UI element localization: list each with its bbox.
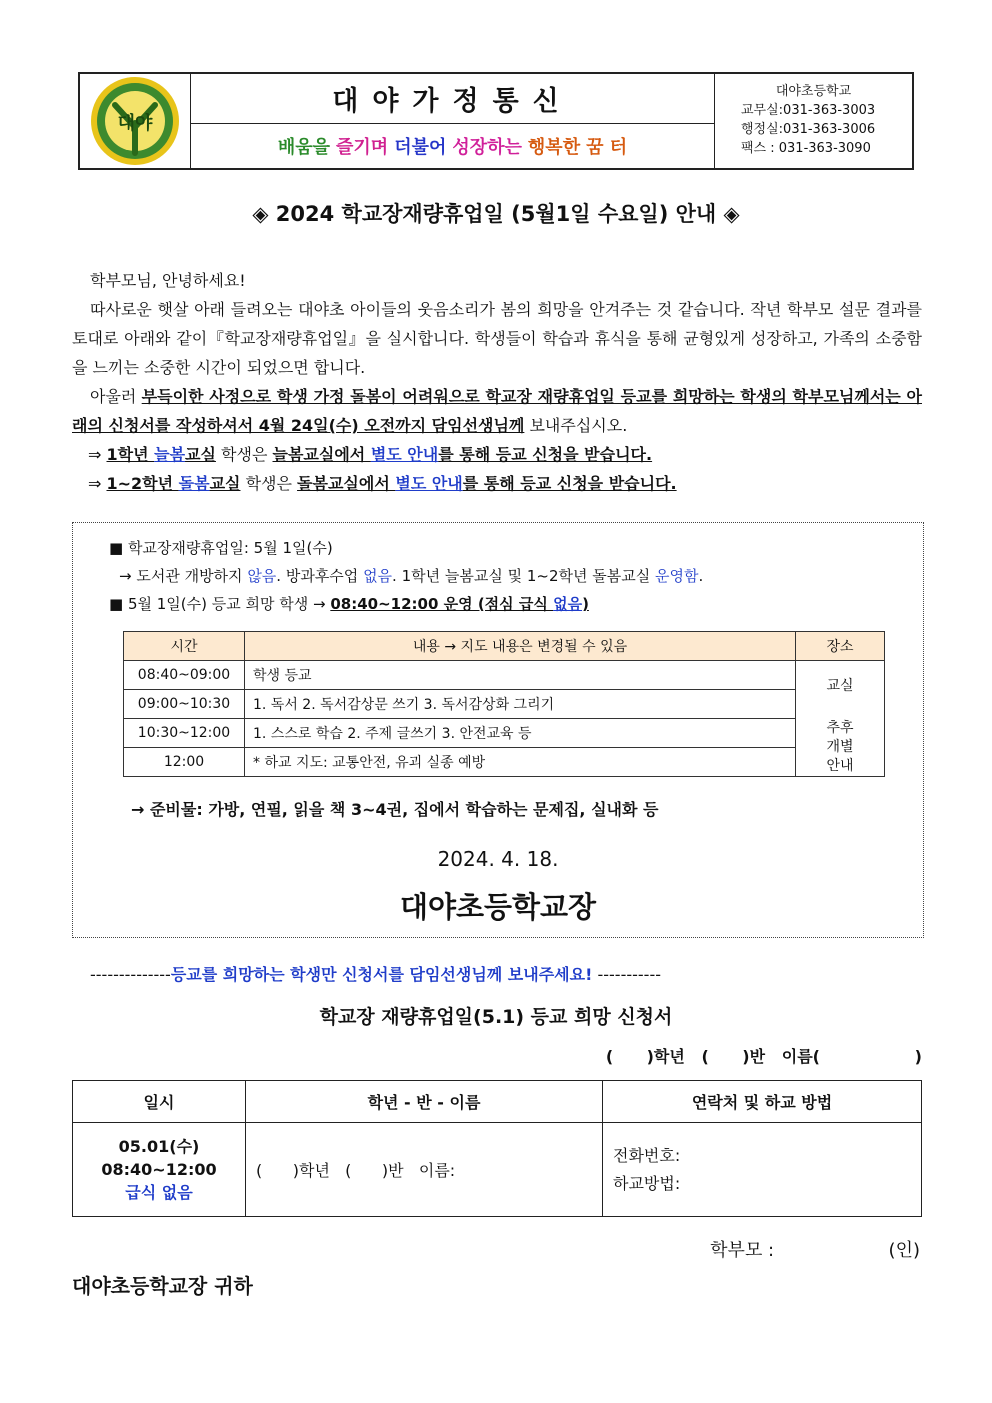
request-paragraph: 아울러 부득이한 사정으로 학생 가정 돌봄이 어려워으로 학교장 재량휴업일 등교를 희망하는 학생의 학부모님께서는 아래의 신청서를 작성하셔서 4월 24일(수) 오전까지 담임선생님께 보내주십시오. [72, 387, 922, 435]
schedule-table [123, 631, 885, 777]
notice-date: 2024. 4. 18. [437, 847, 559, 871]
col-content: 내용 → 지도 내용은 변경될 수 있음 [245, 632, 796, 661]
place-later: 추후 개별 안내 [796, 719, 885, 777]
table-row: 08:40~09:00 학생 등교 교실 [124, 661, 885, 690]
col-time: 시간 [124, 632, 245, 661]
phone-field[interactable]: 전화번호: [613, 1145, 681, 1165]
intro-paragraph: 따사로운 햇살 아래 들려오는 대야초 아이들의 웃음소리가 봄의 희망을 안겨주는 것 같습니다. 작년 학부모 설문 결과를 토대로 아래와 같이『학교장재량휴업일』을 실시합니다. 학생들이 학습과 휴식을 통해 균형있게 성장하고, 가족의 소중함을 느끼는 소중한 시간이 되었으면 합니다. [72, 300, 922, 377]
facility-status: → 도서관 개방하지 않음. 방과후수업 없음. 1학년 늘봄교실 및 1~2학년 돌봄교실 운영함. [119, 567, 704, 585]
form-col-date: 일시 [73, 1081, 246, 1123]
form-col-student: 학년 - 반 - 이름 [246, 1081, 603, 1123]
school-contacts [715, 74, 912, 168]
table-row: 12:00 * 하교 지도: 교통안전, 유괴 실종 예방 [124, 748, 885, 777]
cut-line: --------------등교를 희망하는 학생만 신청서를 담임선생님께 보내주세요! ----------- [90, 965, 661, 984]
contact-office: 교무실:031-363-3003 [741, 103, 876, 118]
preparation-items: → 준비물: 가방, 연필, 읽을 책 3~4권, 집에서 학습하는 문제집, 실내화 등 [131, 800, 659, 819]
application-form [72, 1080, 922, 1217]
signer: 대야초등학교장 [399, 890, 597, 924]
contact-admin: 행정실:031-363-3006 [741, 122, 876, 137]
school-motto [191, 124, 714, 168]
form-contact-field[interactable] [603, 1123, 922, 1217]
newsletter-header [78, 72, 914, 170]
school-logo-icon [87, 75, 183, 167]
attendance-hours: ■ 5월 1일(수) 등교 희망 학생 → 08:40~12:00 운영 (점심 급식 없음) [109, 595, 589, 613]
addressee: 대야초등학교장 귀하 [72, 1274, 253, 1298]
notice-heading: ◈ 2024 학교장재량휴업일 (5월1일 수요일) 안내 ◈ [252, 202, 740, 226]
newsletter-title: 대야가정통신 [191, 74, 714, 124]
motto-word: 즐기며 [336, 137, 389, 158]
motto-word: 더불어 [394, 137, 447, 158]
motto-word: 성장하는 [452, 137, 522, 158]
notice-body [72, 266, 922, 498]
school-name: 대야초등학교 [775, 84, 852, 99]
motto-word: 꿈 터 [586, 137, 628, 158]
table-row: 09:00~10:30 1. 독서 2. 독서감상문 쓰기 3. 독서감상화 그리기 [124, 690, 885, 719]
school-logo [80, 74, 191, 168]
table-row: 10:30~12:00 1. 스스로 학습 2. 주제 글쓰기 3. 안전교육 등 추후 개별 안내 [124, 719, 885, 748]
grade12-notice: ⇒ 1~2학년 돌봄교실 학생은 돌봄교실에서 별도 안내를 통해 등교 신청을 받습니다. [88, 474, 677, 493]
form-col-contact: 연락처 및 하교 방법 [603, 1081, 922, 1123]
motto-word: 배움을 [277, 137, 331, 158]
parent-signature[interactable]: 학부모 : (인) [710, 1240, 920, 1261]
contact-fax: 팩스 : 031-363-3090 [741, 141, 871, 156]
form-title: 학교장 재량휴업일(5.1) 등교 희망 신청서 [319, 1006, 673, 1028]
form-date-cell: 05.01(수) 08:40~12:00 급식 없음 [73, 1123, 246, 1217]
holiday-date: ■ 학교장재량휴업일: 5월 1일(수) [109, 539, 333, 557]
place-classroom: 교실 [796, 661, 885, 719]
col-place: 장소 [796, 632, 885, 661]
leave-method-field[interactable]: 하교방법: [613, 1173, 681, 1193]
svg-text:대야: 대야 [117, 113, 153, 134]
form-student-field[interactable]: ( )학년 ( )반 이름: [246, 1123, 603, 1217]
grade1-notice: ⇒ 1학년 늘봄교실 학생은 늘봄교실에서 별도 안내를 통해 등교 신청을 받습니다. [88, 445, 653, 464]
applicant-line[interactable]: ( )학년 ( )반 이름( ) [605, 1047, 922, 1066]
greeting: 학부모님, 안녕하세요! [90, 271, 246, 290]
motto-word: 행복한 [527, 137, 581, 158]
schedule-box [72, 522, 924, 938]
